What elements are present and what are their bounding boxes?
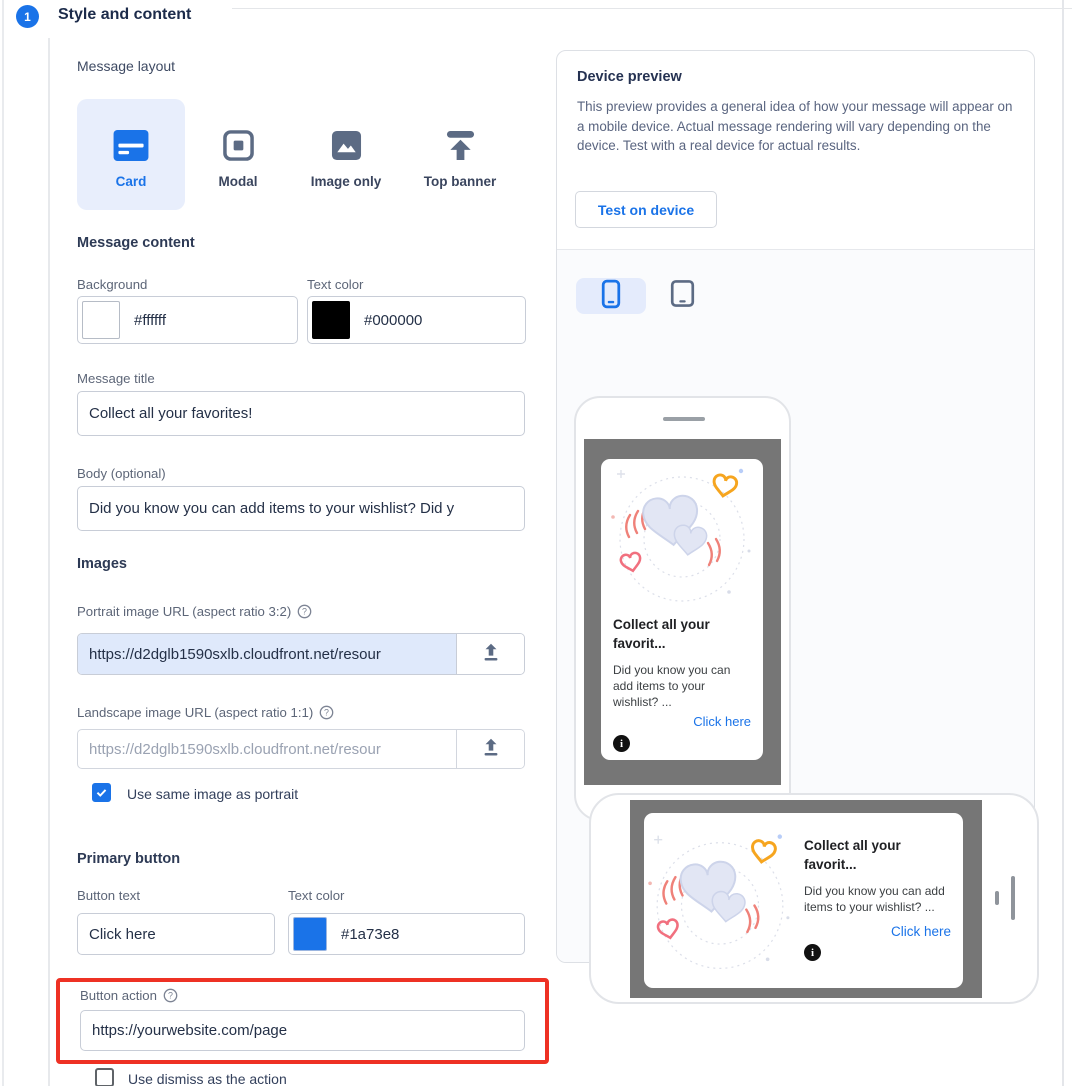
landscape-message-card <box>644 813 963 988</box>
landscape-url-field <box>77 729 525 769</box>
portrait-url-input[interactable] <box>78 646 456 663</box>
device-preview-panel <box>556 50 1035 963</box>
page-title: Style and content <box>58 6 192 23</box>
text-color-value[interactable]: #000000 <box>364 311 423 329</box>
message-title-label: Message title <box>77 371 155 386</box>
background-label: Background <box>77 277 148 292</box>
portrait-phone-mockup <box>574 396 791 821</box>
header-divider <box>232 8 1072 9</box>
same-image-checkbox[interactable] <box>92 783 111 802</box>
landscape-url-label: Landscape image URL (aspect ratio 1:1) <box>77 705 334 720</box>
phone-toggle-button[interactable] <box>576 278 646 314</box>
landscape-phone-mockup <box>589 793 1039 1004</box>
page-left-border <box>2 0 4 1086</box>
button-text-field <box>77 913 275 955</box>
text-color-input[interactable] <box>307 296 526 344</box>
layout-option-card[interactable] <box>77 99 185 210</box>
message-title-input[interactable] <box>78 405 524 422</box>
hearts-illustration <box>644 813 796 988</box>
background-color-swatch[interactable] <box>82 301 120 339</box>
tablet-icon <box>670 279 695 313</box>
layout-option-modal[interactable] <box>196 99 280 210</box>
card-layout-icon <box>113 129 149 161</box>
upload-icon <box>480 641 502 668</box>
portrait-message-card <box>601 459 763 760</box>
layout-option-top-banner[interactable] <box>404 99 516 210</box>
smartphone-icon <box>600 279 622 314</box>
step-number-badge: 1 <box>16 5 39 28</box>
help-icon[interactable] <box>319 705 334 720</box>
portrait-phone-screen <box>584 439 781 785</box>
phone-side-button <box>995 891 999 905</box>
layout-option-label: Top banner <box>423 174 497 189</box>
button-text-color-input[interactable] <box>288 913 525 955</box>
preview-message-body: Did you know you can add items to your wishlist? ... <box>804 884 945 914</box>
button-text-color-value[interactable]: #1a73e8 <box>341 925 400 943</box>
preview-message-body: Did you know you can add items to your wishlist? ... <box>613 663 731 709</box>
portrait-url-inputwrap <box>78 634 456 674</box>
landscape-url-input[interactable] <box>78 741 456 758</box>
same-image-checkbox-label: Use same image as portrait <box>127 786 299 802</box>
preview-area <box>557 250 1034 962</box>
page-scroll-edge <box>1062 0 1064 1086</box>
background-color-value[interactable]: #ffffff <box>134 311 166 329</box>
top-banner-layout-icon <box>443 129 478 161</box>
message-title-field <box>77 391 525 436</box>
portrait-upload-button[interactable] <box>456 634 524 674</box>
button-action-field <box>80 1010 525 1051</box>
layout-option-image-only[interactable] <box>294 99 398 210</box>
button-text-label: Button text <box>77 888 141 903</box>
help-icon[interactable] <box>163 988 178 1003</box>
background-color-input[interactable] <box>77 296 298 344</box>
portrait-url-label: Portrait image URL (aspect ratio 3:2) <box>77 604 312 619</box>
layout-option-label: Image only <box>310 174 382 189</box>
preview-message-title: Collect all your favorit... <box>804 838 901 872</box>
preview-message-title: Collect all your favorit... <box>613 617 710 651</box>
test-on-device-button[interactable]: Test on device <box>575 191 717 228</box>
images-label: Images <box>77 556 127 572</box>
help-icon[interactable] <box>297 604 312 619</box>
phone-speaker <box>663 417 705 421</box>
image-only-layout-icon <box>331 129 362 161</box>
info-icon <box>613 735 630 752</box>
body-input[interactable] <box>78 500 524 517</box>
landscape-phone-screen <box>630 800 982 998</box>
portrait-url-field <box>77 633 525 675</box>
phone-side-button <box>1011 876 1015 920</box>
device-preview-description: This preview provides a general idea of how your message will appear on a mobile device. Actual message rendering will vary depending on the device. Test with a real device for actual results. <box>577 99 1013 153</box>
layout-option-label: Card <box>115 174 147 189</box>
tablet-toggle-button[interactable] <box>647 278 717 314</box>
message-layout-label: Message layout <box>77 58 176 74</box>
text-color-swatch[interactable] <box>312 301 350 339</box>
hearts-illustration <box>601 459 763 609</box>
preview-action-link: Click here <box>693 714 751 729</box>
text-color-label: Text color <box>307 277 364 292</box>
primary-button-label: Primary button <box>77 851 181 867</box>
check-icon <box>95 786 108 799</box>
body-field <box>77 486 525 531</box>
dismiss-action-checkbox-label: Use dismiss as the action <box>128 1071 287 1086</box>
landscape-url-inputwrap <box>78 730 456 768</box>
body-label: Body (optional) <box>77 466 166 481</box>
preview-action-link: Click here <box>890 924 951 939</box>
stepper-connector-line <box>48 38 50 1086</box>
button-action-label: Button action <box>80 988 178 1003</box>
button-text-input[interactable] <box>78 926 274 943</box>
message-content-label: Message content <box>77 235 195 251</box>
button-text-color-label: Text color <box>288 888 345 903</box>
info-icon <box>804 944 821 961</box>
upload-icon <box>480 736 502 763</box>
layout-option-label: Modal <box>218 174 258 189</box>
button-text-color-swatch[interactable] <box>293 917 327 951</box>
dismiss-action-checkbox[interactable] <box>95 1068 114 1086</box>
device-preview-title: Device preview <box>577 69 682 85</box>
modal-layout-icon <box>223 129 254 161</box>
button-action-input[interactable] <box>81 1022 524 1039</box>
landscape-upload-button[interactable] <box>456 730 524 768</box>
